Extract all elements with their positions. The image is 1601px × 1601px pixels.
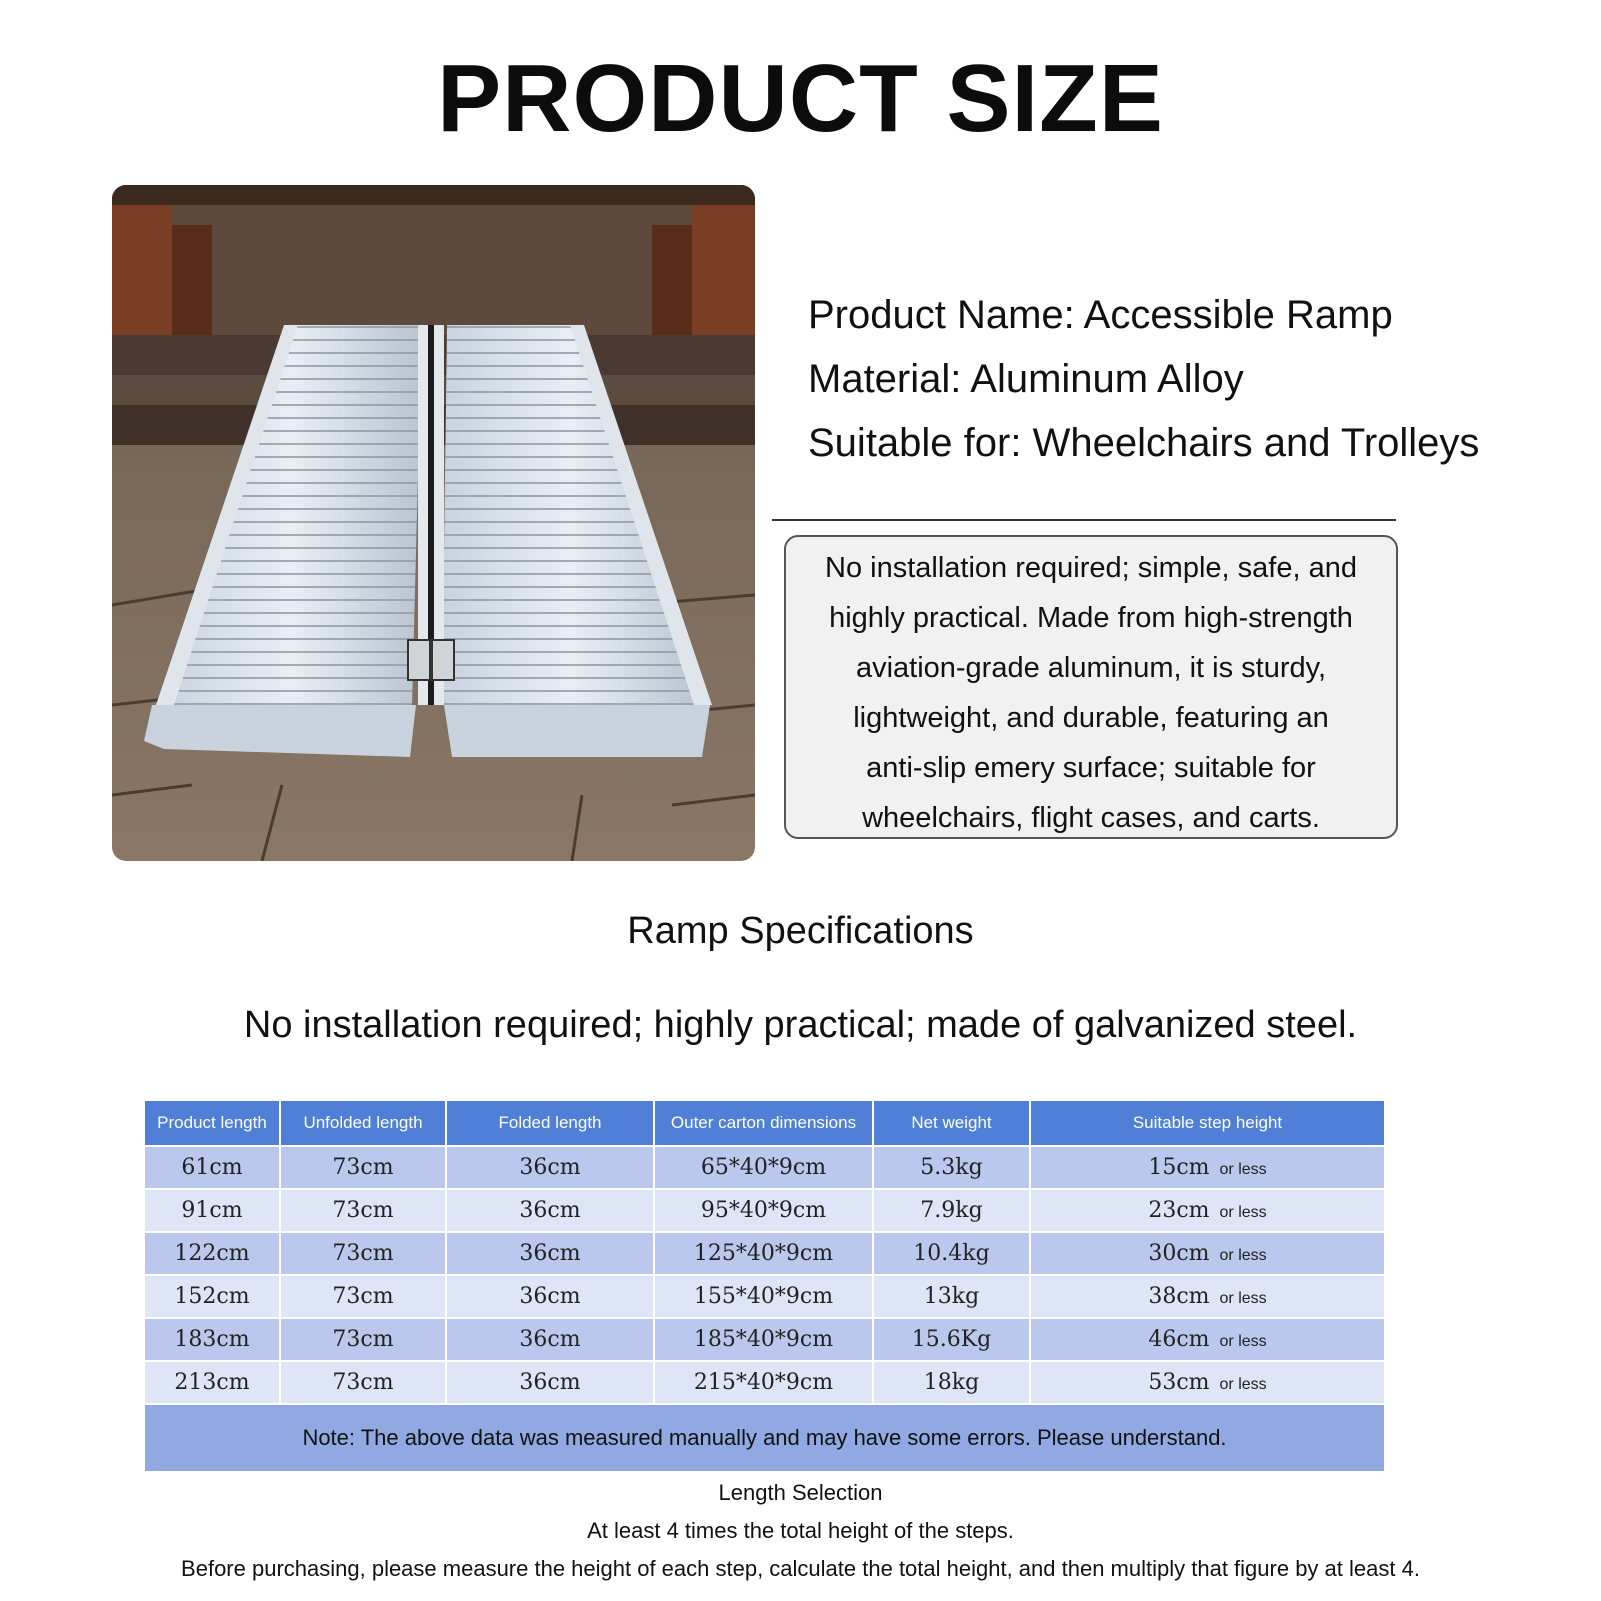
table-cell: 65*40*9cm — [654, 1146, 873, 1189]
table-cell: 91cm — [145, 1189, 280, 1232]
table-cell — [1030, 1275, 1384, 1318]
table-cell: 7.9kg — [873, 1189, 1030, 1232]
suitable-for-line: Suitable for: Wheelchairs and Trolleys — [808, 421, 1480, 465]
table-cell — [1030, 1146, 1384, 1189]
table-cell: 36cm — [446, 1232, 654, 1275]
description-line: lightweight, and durable, featuring an — [853, 702, 1329, 734]
description-line: highly practical. Made from high-strength — [829, 602, 1353, 634]
length-selection-rule: At least 4 times the total height of the steps. — [587, 1518, 1014, 1543]
table-cell: 213cm — [145, 1361, 280, 1403]
description-box — [784, 535, 1398, 839]
table-cell: 73cm — [280, 1361, 446, 1403]
table-row — [145, 1275, 1384, 1318]
table-cell: 183cm — [145, 1318, 280, 1361]
table-note: Note: The above data was measured manually and may have some errors. Please understand. — [145, 1403, 1384, 1471]
step-height-value: 23cm — [1148, 1198, 1210, 1223]
description-line: wheelchairs, flight cases, and carts. — [862, 802, 1320, 834]
ramp-photo-illustration — [112, 185, 755, 861]
table-cell: 36cm — [446, 1318, 654, 1361]
table-cell: 95*40*9cm — [654, 1189, 873, 1232]
table-cell — [1030, 1189, 1384, 1232]
step-height-value: 38cm — [1148, 1284, 1210, 1309]
table-cell: 36cm — [446, 1189, 654, 1232]
or-less-suffix: or less — [1219, 1204, 1267, 1221]
table-cell: 152cm — [145, 1275, 280, 1318]
column-header: Product length — [145, 1101, 280, 1146]
table-cell: 15.6Kg — [873, 1318, 1030, 1361]
table-cell: 36cm — [446, 1361, 654, 1403]
column-header: Folded length — [446, 1101, 654, 1146]
table-row — [145, 1232, 1384, 1275]
ramp-product-photo — [112, 185, 755, 861]
table-row — [145, 1318, 1384, 1361]
step-height-value: 15cm — [1148, 1155, 1210, 1180]
table-cell: 18kg — [873, 1361, 1030, 1403]
column-header: Net weight — [873, 1101, 1030, 1146]
or-less-suffix: or less — [1219, 1161, 1267, 1178]
length-selection-heading: Length Selection — [718, 1480, 883, 1505]
table-cell: 73cm — [280, 1189, 446, 1232]
table-cell: 73cm — [280, 1318, 446, 1361]
table-cell: 10.4kg — [873, 1232, 1030, 1275]
table-cell — [1030, 1318, 1384, 1361]
description-line: aviation-grade aluminum, it is sturdy, — [855, 652, 1327, 684]
table-row — [145, 1189, 1384, 1232]
table-cell: 5.3kg — [873, 1146, 1030, 1189]
table-cell: 125*40*9cm — [654, 1232, 873, 1275]
material-line: Material: Aluminum Alloy — [808, 357, 1244, 401]
step-height-value: 53cm — [1148, 1370, 1210, 1395]
table-cell: 36cm — [446, 1146, 654, 1189]
table-cell: 61cm — [145, 1146, 280, 1189]
table-cell — [1030, 1232, 1384, 1275]
table-cell: 73cm — [280, 1146, 446, 1189]
table-header-row — [145, 1101, 1384, 1146]
table-cell: 122cm — [145, 1232, 280, 1275]
or-less-suffix: or less — [1219, 1376, 1267, 1393]
table-row — [145, 1361, 1384, 1403]
or-less-suffix: or less — [1219, 1247, 1267, 1264]
spec-subtitle: No installation required; highly practical; made of galvanized steel. — [243, 1004, 1358, 1046]
spec-title: Ramp Specifications — [627, 910, 974, 952]
table-cell — [1030, 1361, 1384, 1403]
or-less-suffix: or less — [1219, 1290, 1267, 1307]
table-cell: 73cm — [280, 1275, 446, 1318]
spec-table-container — [145, 1101, 1384, 1471]
divider-line — [772, 519, 1396, 521]
step-height-value: 30cm — [1148, 1241, 1210, 1266]
or-less-suffix: or less — [1219, 1333, 1267, 1350]
product-info — [808, 283, 1479, 475]
table-row — [145, 1146, 1384, 1189]
product-name-line: Product Name: Accessible Ramp — [808, 293, 1393, 337]
table-cell: 73cm — [280, 1232, 446, 1275]
measuring-instructions: Before purchasing, please measure the height of each step, calculate the total height, and then multiply that figure by at least 4. — [181, 1556, 1420, 1581]
page-title: PRODUCT SIZE — [437, 45, 1164, 152]
column-header: Outer carton dimensions — [654, 1101, 873, 1146]
table-cell: 13kg — [873, 1275, 1030, 1318]
column-header: Unfolded length — [280, 1101, 446, 1146]
description-line: anti-slip emery surface; suitable for — [866, 752, 1316, 784]
description-line: No installation required; simple, safe, and — [825, 552, 1357, 584]
table-cell: 185*40*9cm — [654, 1318, 873, 1361]
table-cell: 155*40*9cm — [654, 1275, 873, 1318]
spec-table — [145, 1101, 1384, 1403]
step-height-value: 46cm — [1148, 1327, 1210, 1352]
column-header: Suitable step height — [1030, 1101, 1384, 1146]
table-cell: 36cm — [446, 1275, 654, 1318]
table-cell: 215*40*9cm — [654, 1361, 873, 1403]
